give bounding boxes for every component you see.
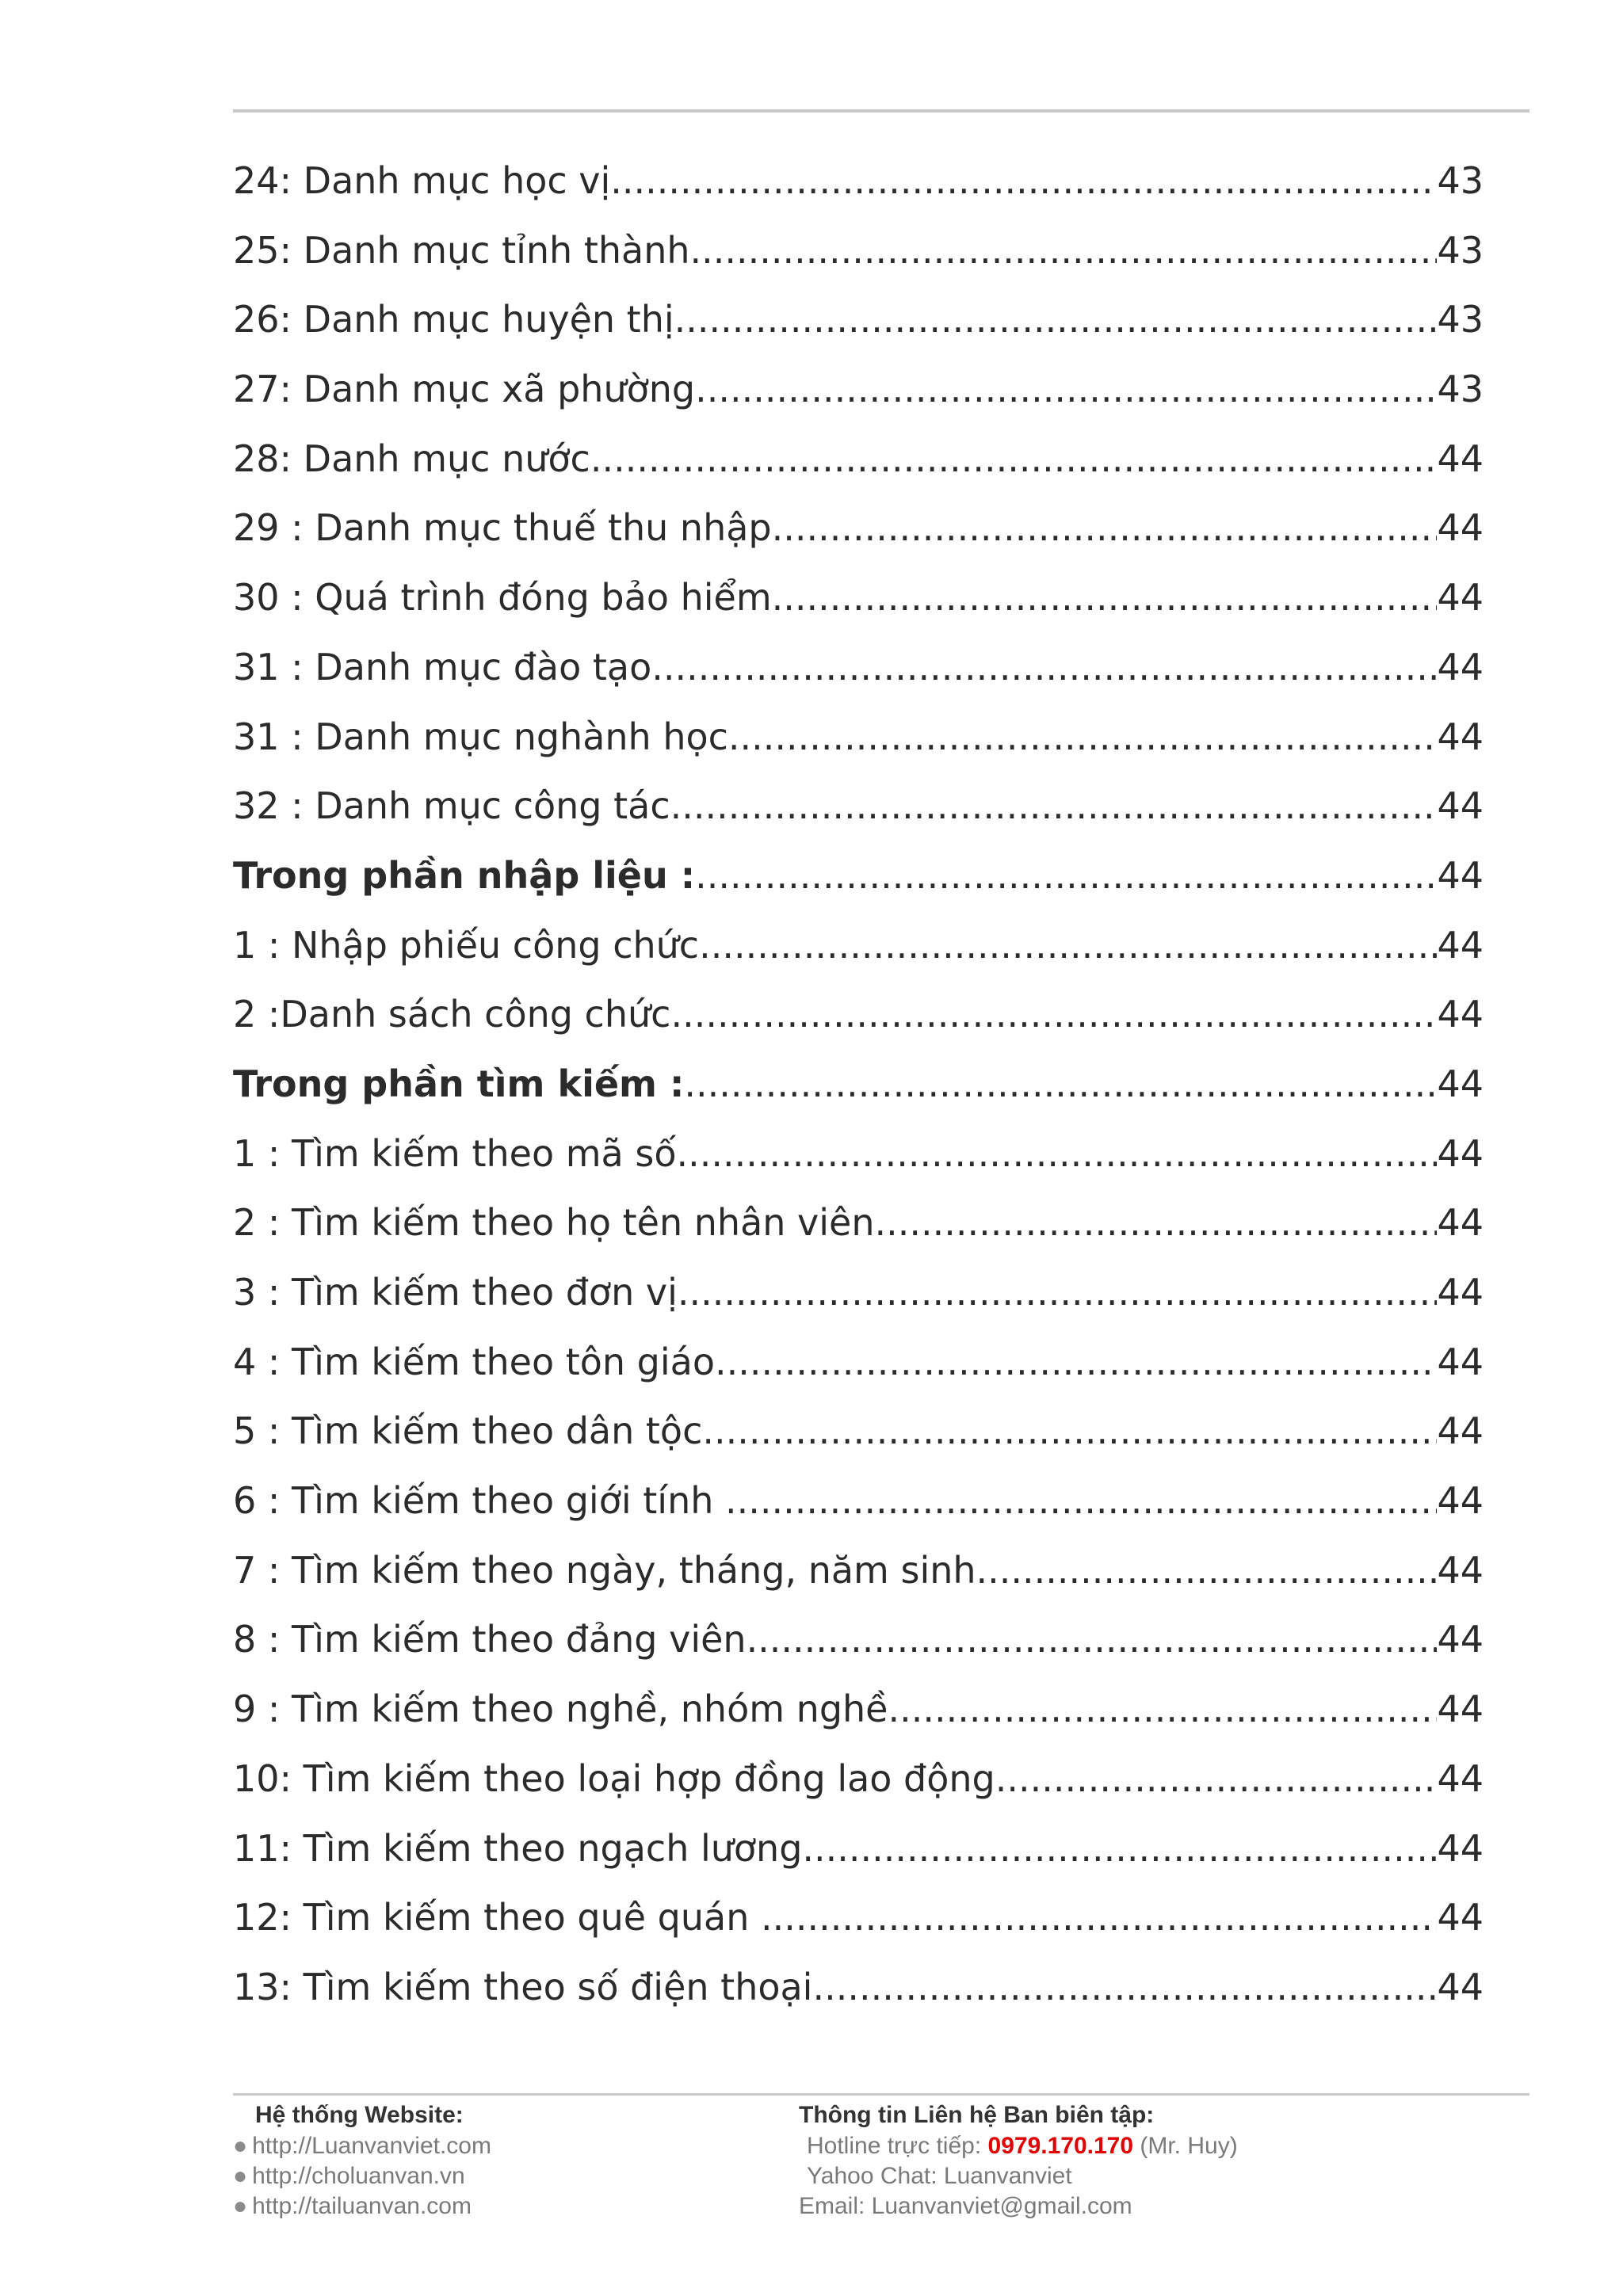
toc-entry[interactable] — [233, 917, 1484, 986]
toc-page-number: 44 — [1437, 1965, 1484, 2008]
toc-dot-leader — [995, 1750, 1438, 1807]
toc-entry[interactable] — [233, 1333, 1484, 1403]
toc-page-number: 44 — [1437, 1409, 1484, 1453]
toc-entry[interactable] — [233, 222, 1484, 292]
toc-dot-leader — [772, 569, 1438, 626]
toc-dot-leader — [674, 291, 1438, 348]
toc-entry-label: 1 : Tìm kiếm theo mã số — [233, 1131, 677, 1175]
toc-page-number: 44 — [1437, 1271, 1484, 1314]
toc-page-number: 44 — [1437, 1340, 1484, 1383]
hotline-number[interactable]: 0979.170.170 — [987, 2133, 1134, 2159]
toc-entry-label: 13: Tìm kiếm theo số điện thoại — [233, 1965, 813, 2008]
toc-dot-leader — [695, 360, 1437, 418]
toc-entry-label: 24: Danh mục học vị — [233, 159, 611, 202]
toc-dot-leader — [590, 430, 1438, 487]
toc-entry[interactable] — [233, 1680, 1484, 1750]
toc-entry[interactable] — [233, 986, 1484, 1055]
toc-page-number: 44 — [1437, 923, 1484, 967]
toc-entry[interactable] — [233, 1750, 1484, 1820]
toc-page-number: 44 — [1437, 1479, 1484, 1523]
toc-page-number: 44 — [1437, 853, 1484, 897]
toc-page-number: 44 — [1437, 993, 1484, 1036]
toc-section-heading[interactable] — [233, 1055, 1484, 1125]
toc-page-number: 44 — [1437, 576, 1484, 620]
website-list — [233, 2100, 491, 2222]
toc-entry[interactable] — [233, 1611, 1484, 1680]
toc-dot-leader — [651, 639, 1437, 696]
toc-dot-leader — [678, 1264, 1438, 1321]
toc-entry[interactable] — [233, 569, 1484, 639]
toc-entry-label: 27: Danh mục xã phường — [233, 368, 696, 411]
toc-entry[interactable] — [233, 152, 1484, 222]
toc-dot-leader — [802, 1820, 1437, 1877]
toc-entry[interactable] — [233, 1264, 1484, 1333]
bullet-icon: ● — [233, 2193, 248, 2219]
toc-entry-label: 31 : Danh mục đào tạo — [233, 645, 652, 688]
website-link[interactable]: http://choluanvan.vn — [252, 2163, 465, 2189]
toc-entry-label: 2 : Tìm kiếm theo họ tên nhân viên — [233, 1201, 875, 1245]
toc-entry[interactable] — [233, 1472, 1484, 1542]
toc-dot-leader — [684, 1055, 1437, 1112]
toc-entry-label: 2 :Danh sách công chức — [233, 993, 671, 1036]
toc-page-number: 44 — [1437, 506, 1484, 550]
toc-entry-label: 8 : Tìm kiếm theo đảng viên — [233, 1618, 747, 1661]
toc-entry[interactable] — [233, 1889, 1484, 1958]
toc-dot-leader — [670, 986, 1437, 1043]
hotline-contact-name: (Mr. Huy) — [1133, 2133, 1238, 2159]
toc-dot-leader — [888, 1680, 1437, 1737]
toc-entry-label: 11: Tìm kiếm theo ngạch lương — [233, 1826, 803, 1870]
toc-entry-label: 28: Danh mục nước — [233, 437, 590, 480]
toc-page-number: 43 — [1437, 159, 1484, 202]
toc-entry-label: 5 : Tìm kiếm theo dân tộc — [233, 1409, 703, 1453]
toc-page-number: 44 — [1437, 1756, 1484, 1800]
toc-entry-label: 29 : Danh mục thuế thu nhập — [233, 506, 772, 550]
toc-page-number: 44 — [1437, 1896, 1484, 1939]
header-divider — [233, 109, 1529, 113]
toc-page-number: 43 — [1437, 228, 1484, 272]
toc-page-number: 44 — [1437, 1688, 1484, 1731]
toc-entry[interactable] — [233, 1194, 1484, 1264]
toc-dot-leader — [695, 847, 1437, 904]
toc-entry[interactable] — [233, 1542, 1484, 1611]
bullet-icon: ● — [233, 2163, 248, 2189]
toc-dot-leader — [976, 1542, 1438, 1599]
toc-entry[interactable] — [233, 430, 1484, 500]
toc-entry-label: 25: Danh mục tỉnh thành — [233, 228, 690, 272]
toc-entry[interactable] — [233, 1820, 1484, 1890]
toc-dot-leader — [875, 1194, 1438, 1251]
toc-dot-leader — [812, 1958, 1437, 2016]
toc-entry[interactable] — [233, 1958, 1484, 2028]
toc-page-number: 44 — [1437, 1201, 1484, 1245]
toc-entry[interactable] — [233, 499, 1484, 569]
toc-entry[interactable] — [233, 777, 1484, 847]
hotline-line — [799, 2131, 1238, 2161]
toc-dot-leader — [690, 222, 1438, 279]
toc-entry-label: 32 : Danh mục công tác — [233, 784, 670, 828]
toc-entry-label: 1 : Nhập phiếu công chức — [233, 923, 700, 967]
email-line[interactable]: Email: Luanvanviet@gmail.com — [799, 2193, 1132, 2219]
toc-page-number: 44 — [1437, 784, 1484, 828]
toc-dot-leader — [699, 917, 1437, 974]
toc-page-number: 44 — [1437, 1131, 1484, 1175]
yahoo-chat-line: Yahoo Chat: Luanvanviet — [807, 2163, 1072, 2189]
toc-dot-leader — [702, 1402, 1437, 1459]
toc-page-number: 44 — [1437, 1548, 1484, 1592]
toc-entry[interactable] — [233, 639, 1484, 708]
website-link[interactable]: http://Luanvanviet.com — [252, 2133, 491, 2159]
toc-dot-leader — [610, 152, 1437, 209]
toc-dot-leader — [715, 1333, 1437, 1390]
toc-entry[interactable] — [233, 1125, 1484, 1195]
toc-entry-label: 10: Tìm kiếm theo loại hợp đồng lao động — [233, 1756, 995, 1800]
toc-entry[interactable] — [233, 708, 1484, 778]
toc-page-number: 44 — [1437, 1618, 1484, 1661]
toc-page-number: 44 — [1437, 1062, 1484, 1105]
toc-entry-label: 30 : Quá trình đóng bảo hiểm — [233, 576, 772, 620]
table-of-contents — [233, 152, 1484, 2028]
hotline-label: Hotline trực tiếp: — [807, 2133, 988, 2159]
toc-section-heading-label: Trong phần tìm kiếm : — [233, 1062, 685, 1105]
toc-entry[interactable] — [233, 360, 1484, 430]
toc-dot-leader — [728, 708, 1438, 765]
website-list-heading: Hệ thống Website: — [255, 2102, 464, 2128]
toc-dot-leader — [747, 1611, 1438, 1668]
toc-page-number: 43 — [1437, 368, 1484, 411]
toc-entry[interactable] — [233, 291, 1484, 360]
toc-entry-label: 6 : Tìm kiếm theo giới tính — [233, 1479, 725, 1523]
toc-entry-label: 4 : Tìm kiếm theo tôn giáo — [233, 1340, 715, 1383]
toc-entry-label: 7 : Tìm kiếm theo ngày, tháng, năm sinh — [233, 1548, 976, 1592]
toc-entry-label: 12: Tìm kiếm theo quê quán — [233, 1896, 761, 1939]
website-link-item[interactable] — [233, 2131, 491, 2161]
toc-page-number: 44 — [1437, 437, 1484, 480]
page-footer — [233, 2100, 1529, 2218]
bullet-icon: ● — [233, 2133, 248, 2159]
website-link[interactable]: http://tailuanvan.com — [252, 2193, 472, 2219]
toc-entry-label: 26: Danh mục huyện thị — [233, 298, 674, 341]
toc-entry-label: 31 : Danh mục nghành học — [233, 715, 728, 758]
toc-page-number: 44 — [1437, 645, 1484, 688]
toc-entry-label: 9 : Tìm kiếm theo nghề, nhóm nghề — [233, 1688, 888, 1731]
toc-page-number: 43 — [1437, 298, 1484, 341]
toc-section-heading[interactable] — [233, 847, 1484, 917]
toc-dot-leader — [761, 1889, 1437, 1946]
toc-dot-leader — [670, 777, 1438, 834]
website-link-item[interactable] — [233, 2161, 491, 2191]
toc-page-number: 44 — [1437, 1826, 1484, 1870]
toc-dot-leader — [676, 1125, 1437, 1182]
toc-entry-label: 3 : Tìm kiếm theo đơn vị — [233, 1271, 678, 1314]
website-link-item[interactable] — [233, 2191, 491, 2222]
toc-dot-leader — [725, 1472, 1437, 1529]
footer-divider — [233, 2093, 1529, 2096]
toc-section-heading-label: Trong phần nhập liệu : — [233, 853, 696, 897]
contact-info-heading: Thông tin Liên hệ Ban biên tập: — [799, 2102, 1155, 2128]
toc-page-number: 44 — [1437, 715, 1484, 758]
contact-info — [799, 2100, 1238, 2222]
toc-entry[interactable] — [233, 1402, 1484, 1472]
toc-dot-leader — [772, 499, 1438, 556]
